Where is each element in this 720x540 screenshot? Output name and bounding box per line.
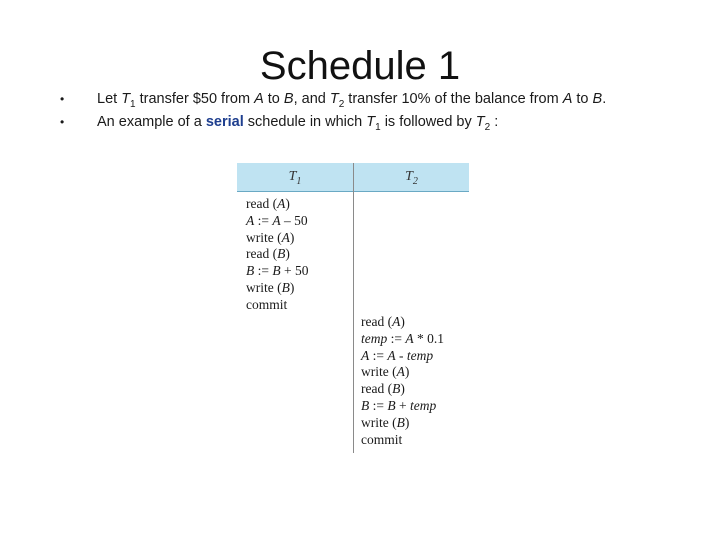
text-run: commit bbox=[246, 296, 288, 312]
operation-line bbox=[361, 348, 444, 365]
text-run: schedule in which bbox=[243, 114, 367, 130]
math-variable: B bbox=[281, 279, 290, 295]
highlight-term: serial bbox=[205, 114, 244, 130]
operation-line bbox=[246, 297, 309, 314]
text-run: ) bbox=[404, 414, 410, 430]
math-variable: T bbox=[329, 91, 339, 107]
text-run: to bbox=[263, 91, 284, 107]
operation-line bbox=[246, 230, 309, 247]
text-run: := bbox=[387, 330, 406, 346]
text-run: + 50 bbox=[280, 263, 309, 279]
text-run: * 0.1 bbox=[413, 330, 444, 346]
schedule-table bbox=[237, 163, 469, 453]
bullet-text bbox=[97, 88, 606, 110]
operation-line bbox=[246, 263, 309, 280]
math-variable: B bbox=[387, 397, 396, 413]
column-divider bbox=[353, 163, 354, 453]
operation-line bbox=[361, 364, 444, 381]
math-variable: B bbox=[396, 414, 405, 430]
header-t1-letter: T bbox=[288, 169, 297, 184]
math-variable: B bbox=[592, 91, 603, 107]
math-variable: T bbox=[475, 114, 485, 130]
math-variable: A bbox=[272, 212, 281, 228]
math-variable: A bbox=[396, 364, 405, 380]
math-variable: A bbox=[392, 314, 401, 329]
text-run: read ( bbox=[246, 246, 278, 262]
math-variable: T bbox=[121, 91, 131, 107]
header-t2-sub: 2 bbox=[412, 175, 418, 187]
text-run: . bbox=[602, 91, 607, 107]
text-run: transfer 10% of the balance from bbox=[344, 91, 563, 107]
math-variable: A bbox=[281, 229, 290, 245]
header-t1-sub: 1 bbox=[296, 175, 302, 187]
text-run: := bbox=[254, 212, 273, 228]
subscript: 1 bbox=[130, 98, 136, 110]
math-variable: B bbox=[361, 397, 370, 413]
bullet-item bbox=[0, 111, 720, 133]
text-run: write ( bbox=[361, 364, 397, 380]
subscript: 2 bbox=[338, 98, 345, 110]
math-variable: A bbox=[361, 347, 370, 363]
text-run: write ( bbox=[246, 279, 282, 295]
math-variable: A bbox=[246, 212, 255, 228]
math-variable: temp bbox=[410, 397, 437, 413]
subscript: 2 bbox=[484, 121, 491, 133]
math-variable: temp bbox=[361, 330, 388, 346]
math-variable: A bbox=[387, 347, 396, 363]
math-variable: B bbox=[392, 381, 401, 397]
text-run: transfer $50 from bbox=[135, 91, 255, 107]
text-run: to bbox=[572, 91, 593, 107]
operation-line bbox=[361, 415, 444, 432]
math-variable: B bbox=[283, 91, 294, 107]
math-variable: T bbox=[366, 114, 376, 130]
math-variable: B bbox=[272, 263, 281, 279]
operation-line bbox=[361, 331, 444, 348]
text-run: ) bbox=[404, 364, 410, 380]
t2-operations bbox=[361, 314, 444, 448]
header-t2-letter: T bbox=[405, 169, 413, 184]
text-run: := bbox=[254, 263, 273, 279]
text-run: is followed by bbox=[380, 114, 476, 130]
math-variable: A bbox=[562, 91, 573, 107]
math-variable: B bbox=[246, 263, 255, 279]
header-t1 bbox=[237, 163, 353, 191]
text-run: + bbox=[395, 397, 410, 413]
operation-line bbox=[361, 381, 444, 398]
operation-line bbox=[246, 246, 309, 263]
bullet-text bbox=[97, 111, 498, 133]
text-run: - bbox=[395, 347, 407, 363]
text-run: ) bbox=[400, 381, 405, 397]
text-run: ) bbox=[400, 314, 405, 329]
text-run: ) bbox=[285, 196, 290, 211]
text-run: : bbox=[490, 114, 499, 130]
slide-title: Schedule 1 bbox=[259, 44, 461, 88]
text-run: commit bbox=[361, 431, 403, 447]
operation-line bbox=[361, 314, 444, 331]
math-variable: temp bbox=[406, 347, 434, 363]
text-run: , and bbox=[293, 91, 330, 107]
bullet-dot-icon: • bbox=[60, 92, 65, 106]
text-run: read ( bbox=[361, 381, 393, 397]
text-run: An example of a bbox=[97, 114, 206, 130]
bullet-dot-icon: • bbox=[60, 115, 65, 129]
math-variable: A bbox=[277, 196, 286, 211]
text-run: write ( bbox=[246, 229, 282, 245]
text-run: ) bbox=[285, 246, 290, 262]
operation-line bbox=[361, 398, 444, 415]
subscript: 1 bbox=[375, 121, 381, 133]
header-t2 bbox=[354, 163, 469, 191]
text-run: Let bbox=[97, 91, 122, 107]
bullet-item bbox=[0, 88, 720, 110]
text-run: read ( bbox=[246, 196, 278, 211]
operation-line bbox=[246, 280, 309, 297]
operation-line bbox=[361, 432, 444, 449]
text-run: – 50 bbox=[280, 212, 308, 228]
operation-line bbox=[246, 196, 309, 213]
t1-operations bbox=[246, 196, 309, 314]
math-variable: A bbox=[405, 330, 414, 346]
text-run: := bbox=[369, 397, 388, 413]
text-run: ) bbox=[289, 279, 295, 295]
operation-line bbox=[246, 213, 309, 230]
text-run: write ( bbox=[361, 414, 397, 430]
text-run: := bbox=[369, 347, 388, 363]
math-variable: B bbox=[277, 246, 286, 262]
text-run: ) bbox=[289, 229, 295, 245]
math-variable: A bbox=[254, 91, 264, 107]
text-run: read ( bbox=[361, 314, 393, 329]
